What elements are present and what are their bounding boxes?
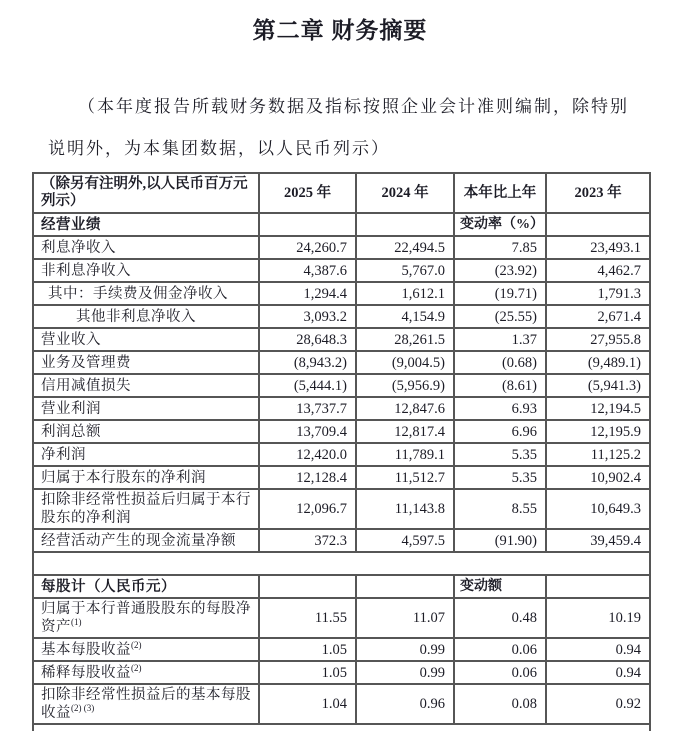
row-label-text: 利息净收入 [41, 239, 116, 256]
financial-summary-table [32, 172, 651, 731]
row-label-text: 基本每股收益 [41, 641, 131, 658]
cell-value: 28,261.5 [356, 328, 454, 351]
footnote-superscript: (2) [131, 662, 142, 673]
cell-value: 28,648.3 [259, 328, 356, 351]
cell-value: 0.08 [454, 684, 546, 724]
cell-value: 4,154.9 [356, 305, 454, 328]
cell-value: (91.90) [454, 529, 546, 552]
table-row [33, 305, 650, 328]
row-label-text: 归属于本行股东的净利润 [41, 469, 206, 486]
footnote-superscript: (2) [131, 639, 142, 650]
cell-value: 23,493.1 [546, 236, 650, 259]
cell-value: 0.99 [356, 638, 454, 661]
table-row [33, 420, 650, 443]
cell-value: 4,597.5 [356, 529, 454, 552]
cell-value: 11.07 [356, 598, 454, 638]
cell-value: 24,260.7 [259, 236, 356, 259]
footnote-superscript: (1) [71, 617, 82, 628]
row-label [33, 305, 259, 328]
cell-value: 0.94 [546, 638, 650, 661]
cell-value: 10,902.4 [546, 466, 650, 489]
header-note-line-2: 列示） [41, 193, 85, 209]
row-label [33, 259, 259, 282]
cell-value: (0.68) [454, 351, 546, 374]
cell-value: 10,649.3 [546, 489, 650, 529]
table-row [33, 661, 650, 684]
table-row [33, 282, 650, 305]
section-row [33, 575, 650, 598]
header-col-2024: 2024 年 [356, 173, 454, 213]
cell-value: 11.55 [259, 598, 356, 638]
cell-value: 1.05 [259, 661, 356, 684]
row-label-text: 其中：手续费及佣金净收入 [48, 285, 228, 302]
cell-value: 11,125.2 [546, 443, 650, 466]
cell-value: 12,194.5 [546, 397, 650, 420]
table-row [33, 351, 650, 374]
cell-value: 13,709.4 [259, 420, 356, 443]
row-label-text: 信用减值损失 [41, 377, 131, 394]
cell-value: (8.61) [454, 374, 546, 397]
cell-value: (5,444.1) [259, 374, 356, 397]
table-row [33, 443, 650, 466]
cell-value: (5,956.9) [356, 374, 454, 397]
row-label-text: 非利息净收入 [41, 262, 131, 279]
row-label-text: 营业收入 [41, 331, 101, 348]
table-row [33, 489, 650, 529]
cell-value: 0.99 [356, 661, 454, 684]
cell-value: 5.35 [454, 466, 546, 489]
cell-value: 变动率（%） [454, 213, 546, 236]
cell-value: 12,195.9 [546, 420, 650, 443]
table-row [33, 328, 650, 351]
row-label [33, 236, 259, 259]
row-label [33, 397, 259, 420]
table-row [33, 466, 650, 489]
cell-value: 11,512.7 [356, 466, 454, 489]
chapter-title: 第二章 财务摘要 [252, 18, 428, 43]
cell-value: 0.06 [454, 661, 546, 684]
row-label-text: 扣除非经常性损益后归属于本行股东的净利润 [41, 492, 251, 526]
intro-line-2: 说明外，为本集团数据，以人民币列示） [48, 139, 390, 158]
cell-value: 11,143.8 [356, 489, 454, 529]
row-label-text: 稀释每股收益 [41, 664, 131, 681]
spacer-row [33, 552, 650, 575]
cell-value: (25.55) [454, 305, 546, 328]
row-label [33, 213, 259, 236]
table-row [33, 236, 650, 259]
row-label-text: 利润总额 [41, 423, 101, 440]
cell-value [259, 575, 356, 598]
row-label [33, 374, 259, 397]
table-row [33, 638, 650, 661]
cell-value [259, 213, 356, 236]
row-label [33, 638, 259, 661]
cell-value: (23.92) [454, 259, 546, 282]
table-row [33, 598, 650, 638]
cell-value: 0.06 [454, 638, 546, 661]
row-label-text: 每股计（人民币元） [41, 578, 176, 595]
cell-value: 变动额 [454, 575, 546, 598]
cell-value: 12,096.7 [259, 489, 356, 529]
cell-value: 12,847.6 [356, 397, 454, 420]
cell-value: 0.92 [546, 684, 650, 724]
cell-value: 1,791.3 [546, 282, 650, 305]
row-label [33, 489, 259, 529]
summary-table-body [33, 213, 650, 731]
cell-value: 1.04 [259, 684, 356, 724]
cell-value: 6.93 [454, 397, 546, 420]
cell-value: 0.48 [454, 598, 546, 638]
row-label [33, 351, 259, 374]
row-label [33, 420, 259, 443]
spacer-cell [33, 552, 650, 575]
cell-value: 372.3 [259, 529, 356, 552]
header-row [33, 173, 650, 213]
footnote-superscript: (2) (3) [71, 703, 95, 714]
row-label [33, 466, 259, 489]
cell-value: 12,128.4 [259, 466, 356, 489]
header-col-2025: 2025 年 [259, 173, 356, 213]
row-label-text: 经营业绩 [41, 216, 101, 233]
cell-value [356, 213, 454, 236]
row-label-text: 营业利润 [41, 400, 101, 417]
header-col-yoy: 本年比上年 [454, 173, 546, 213]
intro-paragraph [48, 86, 680, 166]
cell-value [546, 213, 650, 236]
cell-value: 4,387.6 [259, 259, 356, 282]
row-label [33, 575, 259, 598]
cell-value: 1,294.4 [259, 282, 356, 305]
cell-value: 5,767.0 [356, 259, 454, 282]
cell-value: 4,462.7 [546, 259, 650, 282]
spacer-cell [33, 724, 650, 731]
cell-value: 12,817.4 [356, 420, 454, 443]
cell-value: 6.96 [454, 420, 546, 443]
cell-value [356, 575, 454, 598]
cell-value: 27,955.8 [546, 328, 650, 351]
cell-value: 13,737.7 [259, 397, 356, 420]
cell-value: 0.94 [546, 661, 650, 684]
cell-value: 7.85 [454, 236, 546, 259]
row-label [33, 529, 259, 552]
cell-value: (9,004.5) [356, 351, 454, 374]
cell-value: 1.37 [454, 328, 546, 351]
header-note-line-1: （除另有注明外,以人民币百万元 [41, 176, 248, 192]
header-note-cell [33, 173, 259, 213]
table-row [33, 374, 650, 397]
row-label-text: 扣除非经常性损益后的基本每股收益 [41, 687, 251, 721]
cell-value: 8.55 [454, 489, 546, 529]
row-label-text: 净利润 [41, 446, 86, 463]
cell-value: (5,941.3) [546, 374, 650, 397]
row-label [33, 443, 259, 466]
cell-value: (8,943.2) [259, 351, 356, 374]
table-row [33, 684, 650, 724]
cell-value: 1.05 [259, 638, 356, 661]
table-row [33, 259, 650, 282]
cell-value: 39,459.4 [546, 529, 650, 552]
cell-value: 10.19 [546, 598, 650, 638]
cell-value: (9,489.1) [546, 351, 650, 374]
row-label-text: 业务及管理费 [41, 354, 131, 371]
cell-value: 11,789.1 [356, 443, 454, 466]
cell-value: (19.71) [454, 282, 546, 305]
row-label [33, 282, 259, 305]
table-row [33, 397, 650, 420]
intro-line-1: （本年度报告所载财务数据及指标按照企业会计准则编制，除特别 [78, 97, 629, 116]
cell-value [546, 575, 650, 598]
cell-value: 5.35 [454, 443, 546, 466]
cell-value: 2,671.4 [546, 305, 650, 328]
row-label [33, 598, 259, 638]
spacer-row [33, 724, 650, 731]
row-label-text: 归属于本行普通股股东的每股净资产 [41, 601, 251, 635]
cell-value: 1,612.1 [356, 282, 454, 305]
row-label-text: 经营活动产生的现金流量净额 [41, 532, 236, 549]
cell-value: 0.96 [356, 684, 454, 724]
section-row [33, 213, 650, 236]
table-row [33, 529, 650, 552]
row-label [33, 684, 259, 724]
header-col-2023: 2023 年 [546, 173, 650, 213]
cell-value: 12,420.0 [259, 443, 356, 466]
cell-value: 22,494.5 [356, 236, 454, 259]
row-label-text: 其他非利息净收入 [76, 308, 196, 325]
row-label [33, 328, 259, 351]
row-label [33, 661, 259, 684]
cell-value: 3,093.2 [259, 305, 356, 328]
